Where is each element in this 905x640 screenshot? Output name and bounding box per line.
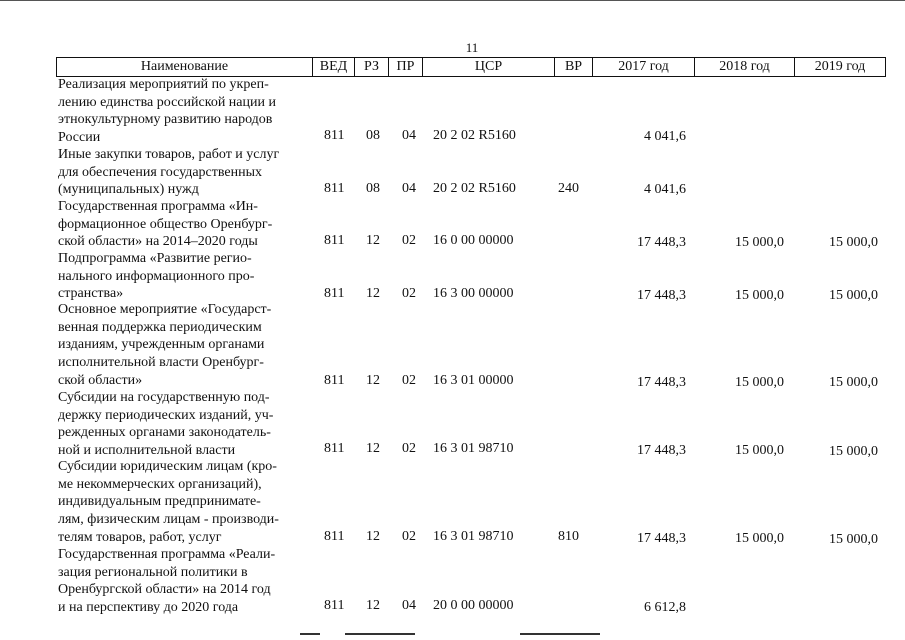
row-vr: 240 bbox=[558, 181, 579, 196]
row-rz: 12 bbox=[366, 286, 380, 301]
row-csr: 20 2 02 R5160 bbox=[433, 181, 516, 196]
page-top-rule bbox=[0, 0, 905, 1]
row-csr: 16 3 01 98710 bbox=[433, 529, 514, 544]
header-2017: 2017 год bbox=[592, 58, 694, 76]
row-name: Субсидии юридическим лицам (кро- ме некоммерческих организаций), индивидуальным предпринимате- лям, физическим лицам - производи- телям товаров, работ, услуг bbox=[58, 459, 279, 545]
header-rz: РЗ bbox=[354, 58, 388, 76]
row-2017: 4 041,6 bbox=[644, 129, 686, 144]
row-ved: 811 bbox=[324, 181, 345, 196]
row-csr: 16 0 00 00000 bbox=[433, 233, 514, 248]
row-csr: 16 3 00 00000 bbox=[433, 286, 514, 301]
row-vr: 810 bbox=[558, 529, 579, 544]
row-ved: 811 bbox=[324, 128, 345, 143]
row-name: Государственная программа «Реали- зация региональной политики в Оренбургской области» на 2014 год и на перспективу до 2020 года bbox=[58, 547, 276, 616]
row-2017: 4 041,6 bbox=[644, 182, 686, 197]
scan-artifact bbox=[300, 633, 320, 635]
row-pr: 02 bbox=[402, 286, 416, 301]
row-rz: 12 bbox=[366, 529, 380, 544]
row-2017: 17 448,3 bbox=[637, 375, 686, 390]
header-vr: ВР bbox=[554, 58, 592, 76]
row-name: Реализация мероприятий по укреп- лению единства российской нации и этнокультурному развитию народов России bbox=[58, 77, 276, 146]
row-name: Подпрограмма «Развитие регио- нального информационного про- странства» bbox=[58, 251, 255, 302]
header-pr: ПР bbox=[388, 58, 422, 76]
row-2019: 15 000,0 bbox=[829, 375, 878, 390]
row-2018: 15 000,0 bbox=[735, 375, 784, 390]
row-2019: 15 000,0 bbox=[829, 444, 878, 459]
row-pr: 04 bbox=[402, 181, 416, 196]
row-2019: 15 000,0 bbox=[829, 532, 878, 547]
row-csr: 20 0 00 00000 bbox=[433, 598, 514, 613]
row-ved: 811 bbox=[324, 529, 345, 544]
row-2017: 17 448,3 bbox=[637, 235, 686, 250]
row-csr: 16 3 01 00000 bbox=[433, 373, 514, 388]
header-name: Наименование bbox=[56, 58, 312, 76]
row-pr: 02 bbox=[402, 529, 416, 544]
row-pr: 04 bbox=[402, 128, 416, 143]
row-2017: 17 448,3 bbox=[637, 443, 686, 458]
row-2018: 15 000,0 bbox=[735, 531, 784, 546]
row-2019: 15 000,0 bbox=[829, 235, 878, 250]
scan-artifact bbox=[345, 633, 415, 635]
scan-artifact bbox=[520, 633, 600, 635]
header-2018: 2018 год bbox=[694, 58, 794, 76]
row-rz: 08 bbox=[366, 181, 380, 196]
row-2018: 15 000,0 bbox=[735, 235, 784, 250]
header-ved: ВЕД bbox=[312, 58, 354, 76]
header-2019: 2019 год bbox=[794, 58, 886, 76]
row-ved: 811 bbox=[324, 233, 345, 248]
row-pr: 02 bbox=[402, 441, 416, 456]
row-name: Государственная программа «Ин- формационное общество Оренбург- ской области» на 2014–2020 годы bbox=[58, 199, 273, 250]
row-name: Иные закупки товаров, работ и услуг для обеспечения государственных (муниципальных) нужд bbox=[58, 147, 280, 198]
row-ved: 811 bbox=[324, 286, 345, 301]
row-2017: 17 448,3 bbox=[637, 531, 686, 546]
row-rz: 08 bbox=[366, 128, 380, 143]
row-ved: 811 bbox=[324, 441, 345, 456]
row-2018: 15 000,0 bbox=[735, 443, 784, 458]
row-csr: 16 3 01 98710 bbox=[433, 441, 514, 456]
row-ved: 811 bbox=[324, 373, 345, 388]
row-2019: 15 000,0 bbox=[829, 288, 878, 303]
table-header bbox=[56, 57, 886, 77]
row-2017: 17 448,3 bbox=[637, 288, 686, 303]
row-rz: 12 bbox=[366, 441, 380, 456]
page-number: 11 bbox=[465, 40, 479, 55]
row-rz: 12 bbox=[366, 373, 380, 388]
row-rz: 12 bbox=[366, 233, 380, 248]
row-pr: 02 bbox=[402, 373, 416, 388]
row-name: Основное мероприятие «Государст- венная поддержка периодическим изданиям, учрежденным органами исполнительной власти Оренбург- ской области» bbox=[58, 302, 272, 388]
row-csr: 20 2 02 R5160 bbox=[433, 128, 516, 143]
row-pr: 04 bbox=[402, 598, 416, 613]
row-ved: 811 bbox=[324, 598, 345, 613]
row-2017: 6 612,8 bbox=[644, 600, 686, 615]
row-name: Субсидии на государственную под- держку периодических изданий, уч- режденных органами законодатель- ной и исполнительной власти bbox=[58, 390, 274, 459]
row-pr: 02 bbox=[402, 233, 416, 248]
row-2018: 15 000,0 bbox=[735, 288, 784, 303]
row-rz: 12 bbox=[366, 598, 380, 613]
header-csr: ЦСР bbox=[422, 58, 554, 76]
